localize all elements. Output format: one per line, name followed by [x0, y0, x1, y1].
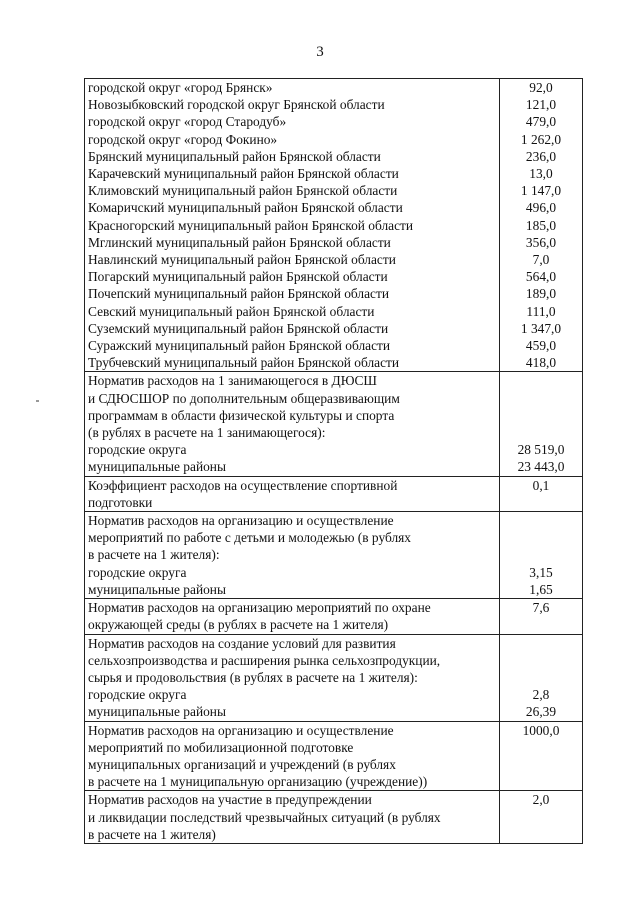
norm-text-line: муниципальные районы — [88, 704, 226, 720]
district-value: 564,0 — [525, 269, 557, 285]
norm-text-cell — [85, 476, 500, 511]
norm-value-cell — [500, 476, 583, 511]
norm-value-line — [503, 512, 579, 529]
norm-value-line: 1000,0 — [522, 722, 560, 738]
norm-text-cell — [85, 634, 500, 721]
norm-text-line: Норматив расходов на организацию и осуществление — [88, 513, 394, 529]
norm-value-line — [503, 809, 579, 826]
norm-value-cell — [500, 512, 583, 599]
district-value: 1 262,0 — [520, 131, 562, 147]
district-name: Климовский муниципальный район Брянской области — [88, 183, 398, 199]
norm-text-line: Коэффициент расходов на осуществление спортивной — [88, 477, 398, 493]
district-value: 121,0 — [525, 97, 557, 113]
norm-value-cell — [500, 372, 583, 476]
norm-text-line: муниципальные районы — [88, 459, 226, 475]
district-name: Мглинский муниципальный район Брянской области — [88, 234, 391, 250]
norm-text-line: и СДЮСШОР по дополнительным общеразвивающим — [88, 390, 400, 406]
norm-row — [85, 372, 583, 476]
norm-value-line: 2,8 — [532, 687, 550, 703]
district-name: Севский муниципальный район Брянской области — [88, 303, 375, 319]
norm-row — [85, 599, 583, 634]
norm-value-line: 1,65 — [529, 581, 553, 597]
norm-value-line — [503, 372, 579, 389]
norm-value-line — [503, 494, 579, 511]
norm-value-line — [503, 407, 579, 424]
norm-text-line: Норматив расходов на организацию мероприятий по охране — [88, 600, 431, 616]
district-value: 13,0 — [529, 166, 553, 182]
norm-text-line: муниципальных организаций и учреждений (в рублях — [88, 756, 396, 772]
norm-text-line: программам в области физической культуры и спорта — [88, 407, 395, 423]
norm-text-line: в расчете на 1 жителя) — [88, 826, 216, 842]
norm-text-line: и ликвидации последствий чрезвычайных ситуаций (в рублях — [88, 809, 441, 825]
district-name: городской округ «город Стародуб» — [88, 114, 287, 130]
district-name: Комаричский муниципальный район Брянской области — [88, 200, 403, 216]
district-value: 496,0 — [525, 200, 557, 216]
norm-value-line — [503, 635, 579, 652]
norm-text-line: городские округа — [88, 687, 187, 703]
norm-text-line: Норматив расходов на 1 занимающегося в ДЮСШ — [88, 373, 377, 389]
norm-value-line — [503, 529, 579, 546]
norm-value-cell — [500, 634, 583, 721]
norm-text-line: (в рублях в расчете на 1 занимающегося): — [88, 425, 326, 441]
district-value: 111,0 — [526, 303, 556, 319]
district-name: Суземский муниципальный район Брянской области — [88, 320, 389, 336]
district-value: 92,0 — [529, 80, 553, 95]
norm-text-cell — [85, 791, 500, 844]
district-value: 1 347,0 — [520, 320, 562, 336]
norm-text-line: Норматив расходов на организацию и осуществление — [88, 722, 394, 738]
district-name: Навлинский муниципальный район Брянской области — [88, 252, 396, 268]
district-value: 479,0 — [525, 114, 557, 130]
districts-row — [85, 79, 583, 372]
district-value: 418,0 — [525, 355, 557, 371]
norm-row — [85, 634, 583, 721]
districts-names-cell — [85, 79, 500, 372]
norm-value-cell — [500, 599, 583, 634]
norm-text-line: в расчете на 1 жителя): — [88, 547, 220, 563]
districts-values-cell — [500, 79, 583, 372]
norm-text-cell — [85, 599, 500, 634]
norms-table — [84, 78, 583, 844]
norm-value-line: 7,6 — [532, 600, 550, 616]
district-name: Карачевский муниципальный район Брянской области — [88, 166, 399, 182]
norm-text-cell — [85, 721, 500, 791]
district-name: городской округ «город Фокино» — [88, 131, 278, 147]
norm-value-line — [503, 652, 579, 669]
district-name: Погарский муниципальный район Брянской области — [88, 269, 388, 285]
norm-value-cell — [500, 721, 583, 791]
district-value: 185,0 — [525, 217, 557, 233]
norm-value-line: 2,0 — [532, 792, 550, 808]
district-name: Почепский муниципальный район Брянской области — [88, 286, 389, 302]
district-value: 189,0 — [525, 286, 557, 302]
district-value: 236,0 — [525, 148, 557, 164]
norm-value-line: 28 519,0 — [517, 442, 565, 458]
norm-text-line: сырья и продовольствия (в рублях в расчете на 1 жителя): — [88, 669, 418, 685]
district-name: Новозыбковский городской округ Брянской области — [88, 97, 385, 113]
norm-value-line — [503, 739, 579, 756]
norm-value-line — [503, 756, 579, 773]
norm-row — [85, 791, 583, 844]
district-value: 356,0 — [525, 234, 557, 250]
norm-text-line: подготовки — [88, 494, 153, 510]
norm-text-line: в расчете на 1 муниципальную организацию (учреждение)) — [88, 774, 428, 790]
norm-text-line: Норматив расходов на создание условий для развития — [88, 635, 396, 651]
norm-text-line: окружающей среды (в рублях в расчете на 1 жителя) — [88, 617, 389, 633]
norm-text-cell — [85, 512, 500, 599]
district-name: Трубчевский муниципальный район Брянской области — [88, 355, 400, 371]
district-name: Суражский муниципальный район Брянской области — [88, 338, 391, 354]
district-name: Красногорский муниципальный район Брянской области — [88, 217, 414, 233]
scan-mark — [36, 400, 39, 402]
norm-text-line: сельхозпроизводства и расширения рынка сельхозпродукции, — [88, 652, 441, 668]
norm-value-line — [503, 669, 579, 686]
norm-value-line — [503, 546, 579, 563]
norm-text-line: Норматив расходов на участие в предупреждении — [88, 792, 372, 808]
norm-text-line: мероприятий по работе с детьми и молодежью (в рублях — [88, 530, 411, 546]
norms-table-body — [85, 79, 583, 844]
norm-row — [85, 721, 583, 791]
norm-value-line — [503, 424, 579, 441]
norm-row — [85, 512, 583, 599]
norm-value-line: 0,1 — [532, 477, 550, 493]
norm-text-line: мероприятий по мобилизационной подготовке — [88, 739, 354, 755]
norm-text-line: муниципальные районы — [88, 581, 226, 597]
norm-value-line — [503, 390, 579, 407]
norm-value-line — [503, 616, 579, 633]
norm-text-line: городские округа — [88, 442, 187, 458]
norm-value-line: 23 443,0 — [517, 459, 565, 475]
norm-value-line: 3,15 — [529, 564, 553, 580]
norm-text-line: городские округа — [88, 564, 187, 580]
norm-value-line: 26,39 — [525, 704, 557, 720]
norm-row — [85, 476, 583, 511]
district-value: 7,0 — [532, 252, 550, 268]
norm-text-cell — [85, 372, 500, 476]
page-number: 3 — [316, 44, 324, 60]
district-name: городской округ «город Брянск» — [88, 80, 273, 95]
district-name: Брянский муниципальный район Брянской области — [88, 148, 381, 164]
district-value: 1 147,0 — [520, 183, 562, 199]
district-value: 459,0 — [525, 338, 557, 354]
norm-value-cell — [500, 791, 583, 844]
norm-value-line — [503, 826, 579, 843]
norm-value-line — [503, 773, 579, 790]
